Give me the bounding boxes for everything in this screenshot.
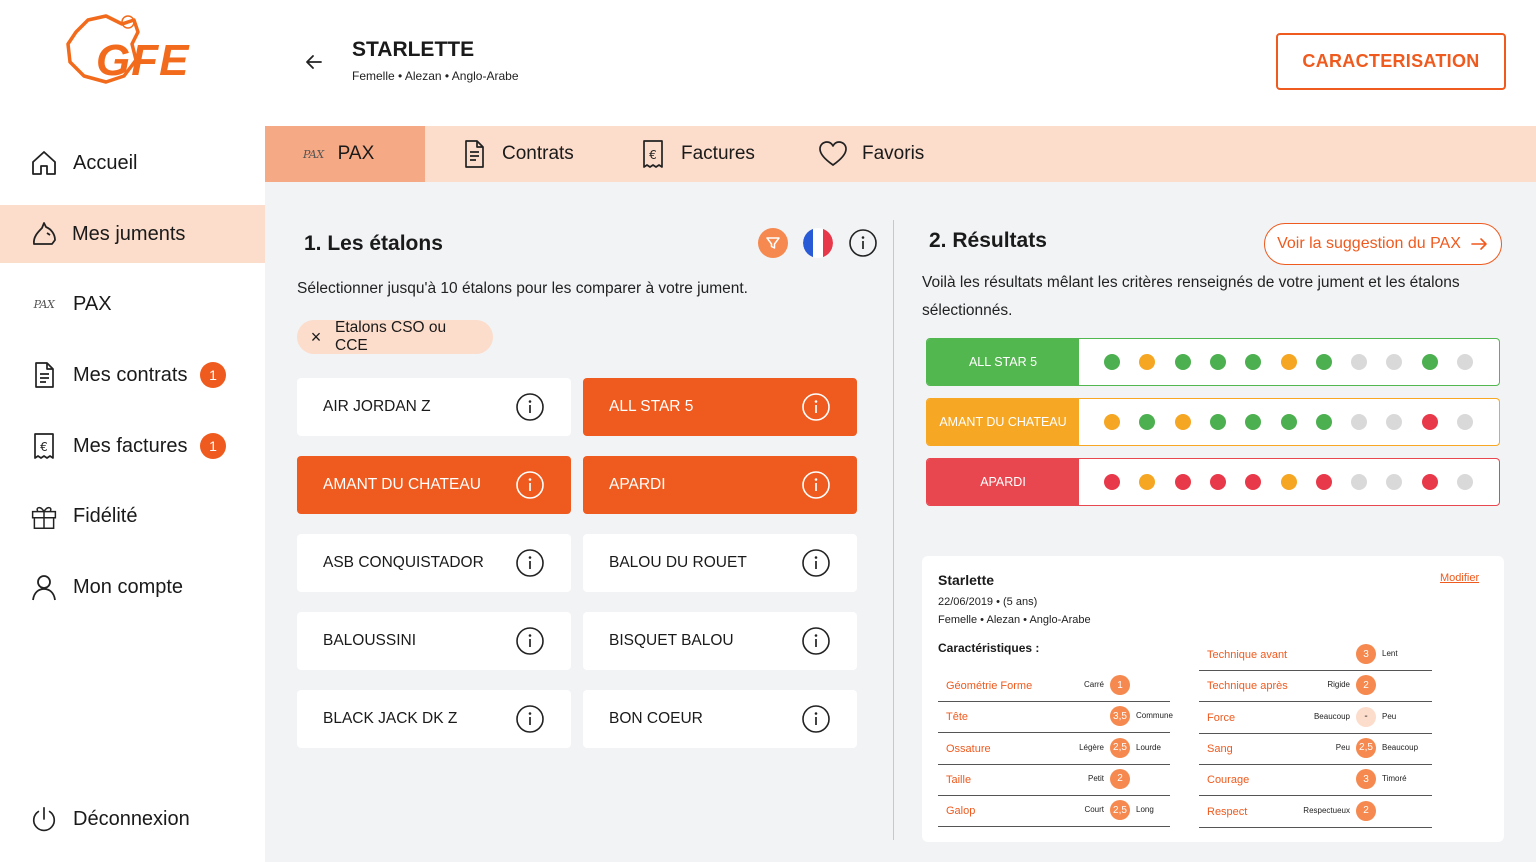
power-icon <box>30 805 58 833</box>
compatibility-dot <box>1245 414 1261 430</box>
stallion-card[interactable] <box>583 378 857 436</box>
sidebar-item-label: Accueil <box>73 151 138 174</box>
gfe-logo[interactable] <box>62 14 202 88</box>
stallion-card[interactable] <box>583 534 857 592</box>
trait-high-label: Lent <box>1382 649 1398 658</box>
info-icon[interactable] <box>801 470 831 500</box>
trait-row <box>938 765 1170 796</box>
compatibility-dot <box>1281 474 1297 490</box>
trait-row <box>1199 640 1432 671</box>
pax-suggestion-button[interactable] <box>1264 223 1502 265</box>
resultats-description-line: sélectionnés. <box>922 302 1013 319</box>
trait-high-label: Beaucoup <box>1382 742 1419 752</box>
trait-name: Respect <box>1207 805 1248 818</box>
arrow-right-icon <box>1471 237 1489 251</box>
stallion-name: ALL STAR 5 <box>609 398 694 415</box>
etalons-section-title: 1. Les étalons <box>304 232 443 255</box>
result-row[interactable] <box>926 338 1500 386</box>
trait-value-badge: 2 <box>1356 675 1376 695</box>
trait-low-label: Légère <box>1079 742 1104 752</box>
info-icon[interactable] <box>515 392 545 422</box>
remove-filter-icon[interactable]: × <box>310 327 322 347</box>
compatibility-dot <box>1281 414 1297 430</box>
stallion-name: BON COEUR <box>609 710 703 727</box>
mare-birth: 22/06/2019 • (5 ans) <box>938 596 1038 608</box>
compatibility-dot <box>1422 354 1438 370</box>
compatibility-dot <box>1457 474 1473 490</box>
trait-high-label: Commune <box>1136 711 1173 721</box>
pax-icon: PAX <box>303 147 324 161</box>
result-stallion-name: APARDI <box>927 459 1079 505</box>
compatibility-dot <box>1104 354 1120 370</box>
trait-row <box>938 796 1170 827</box>
trait-name: Tête <box>946 711 969 724</box>
horse-subtitle: Femelle • Alezan • Anglo-Arabe <box>352 69 519 83</box>
trait-high-label: Timoré <box>1382 774 1407 784</box>
compatibility-dot <box>1210 474 1226 490</box>
trait-value-badge: 3 <box>1356 644 1376 664</box>
trait-low-label: Rigide <box>1327 680 1350 690</box>
info-icon[interactable] <box>848 228 878 258</box>
result-stallion-name: AMANT DU CHATEAU <box>927 399 1079 445</box>
tab-label: Factures <box>681 143 755 164</box>
trait-value-badge: 2,5 <box>1356 738 1376 758</box>
stallion-name: BALOUSSINI <box>323 632 417 649</box>
compatibility-dot <box>1175 414 1191 430</box>
info-icon[interactable] <box>515 626 545 656</box>
modify-link[interactable]: Modifier <box>1440 572 1480 584</box>
sidebar <box>0 0 265 862</box>
mare-name: Starlette <box>938 572 995 588</box>
trait-name: Taille <box>946 773 972 786</box>
trait-name: Force <box>1207 711 1236 724</box>
column-divider <box>893 220 894 840</box>
trait-low-label: Respectueux <box>1303 805 1350 815</box>
stallion-name: AIR JORDAN Z <box>323 398 431 415</box>
sidebar-item-accueil[interactable] <box>0 134 265 192</box>
filter-icon <box>765 235 781 251</box>
compatibility-dot <box>1281 354 1297 370</box>
tab-contrats[interactable] <box>460 126 574 182</box>
info-icon[interactable] <box>801 392 831 422</box>
sidebar-item-fidelite[interactable] <box>0 487 265 545</box>
pax-suggestion-label: Voir la suggestion du PAX <box>1277 235 1461 252</box>
filter-button[interactable] <box>758 228 788 258</box>
compatibility-dot <box>1457 414 1473 430</box>
compatibility-dot <box>1386 474 1402 490</box>
trait-high-label: Long <box>1136 805 1154 815</box>
trait-row <box>938 671 1170 702</box>
sidebar-item-mon-compte[interactable] <box>0 558 265 616</box>
compatibility-dot <box>1139 354 1155 370</box>
trait-name: Galop <box>946 805 976 818</box>
compatibility-dot <box>1351 354 1367 370</box>
trait-high-label: Peu <box>1382 711 1397 721</box>
compatibility-dot <box>1386 354 1402 370</box>
trait-low-label: Petit <box>1087 773 1104 783</box>
user-icon <box>30 573 58 601</box>
compatibility-dot <box>1422 474 1438 490</box>
filter-chip-label: Etalons CSO ou CCE <box>335 319 447 354</box>
sidebar-item-label: PAX <box>73 292 112 315</box>
active-filter-chip[interactable] <box>297 320 493 354</box>
tab-favoris[interactable] <box>818 126 924 182</box>
compatibility-dot <box>1175 354 1191 370</box>
trait-value-badge: 2,5 <box>1110 800 1130 820</box>
info-icon[interactable] <box>515 704 545 734</box>
info-icon[interactable] <box>801 704 831 734</box>
sidebar-item-label: Mes juments <box>72 222 186 245</box>
trait-name: Sang <box>1207 742 1233 755</box>
stallion-name: BALOU DU ROUET <box>609 554 747 571</box>
info-icon[interactable] <box>515 470 545 500</box>
characteristics-heading: Caractéristiques : <box>938 641 1040 655</box>
horse-icon <box>30 220 58 248</box>
trait-low-label: Peu <box>1335 742 1350 752</box>
resultats-section-title: 2. Résultats <box>929 229 1047 252</box>
invoice-euro-icon <box>30 432 58 460</box>
trait-name: Technique après <box>1207 680 1288 693</box>
document-icon <box>30 361 58 389</box>
sidebar-item-label: Mon compte <box>73 575 184 598</box>
trait-name: Technique avant <box>1207 649 1288 661</box>
svg-text:€: € <box>649 148 657 162</box>
etalons-description: Sélectionner jusqu'à 10 étalons pour les comparer à votre jument. <box>297 280 748 297</box>
compatibility-dot <box>1139 474 1155 490</box>
stallion-name: AMANT DU CHATEAU <box>323 476 481 493</box>
resultats-description <box>922 269 1502 325</box>
compatibility-dot <box>1351 474 1367 490</box>
trait-name: Ossature <box>946 742 991 755</box>
sidebar-item-label: Mes contrats <box>73 363 188 386</box>
result-row[interactable] <box>926 458 1500 506</box>
compatibility-dot <box>1316 354 1332 370</box>
compatibility-dot <box>1210 354 1226 370</box>
trait-value-badge: 3 <box>1356 769 1376 789</box>
stallion-card[interactable] <box>583 612 857 670</box>
invoices-count-badge: 1 <box>200 433 226 459</box>
page-title: STARLETTE <box>352 38 475 61</box>
stallion-name: BLACK JACK DK Z <box>323 710 458 727</box>
svg-text:€: € <box>40 440 48 454</box>
compatibility-dot <box>1316 474 1332 490</box>
trait-row <box>938 702 1173 733</box>
trait-low-label: Beaucoup <box>1313 711 1350 721</box>
sidebar-item-mes-juments[interactable] <box>0 205 265 263</box>
trait-value-badge: 2 <box>1110 769 1130 789</box>
compatibility-dot <box>1457 354 1473 370</box>
info-icon[interactable] <box>801 626 831 656</box>
document-icon <box>460 139 488 169</box>
trait-value-badge: 1 <box>1110 675 1130 695</box>
result-stallion-name: ALL STAR 5 <box>927 339 1079 385</box>
stallion-name: BISQUET BALOU <box>609 632 734 649</box>
tab-factures[interactable] <box>639 126 755 182</box>
tab-label: Contrats <box>502 143 574 164</box>
resultats-description-line: Voilà les résultats mêlant les critères renseignés de votre jument et les étalons <box>922 274 1460 291</box>
compatibility-dot <box>1104 474 1120 490</box>
trait-row <box>1199 703 1432 734</box>
sidebar-item-mes-factures[interactable] <box>0 417 265 475</box>
tab-label: PAX <box>337 143 375 164</box>
compatibility-dot <box>1210 414 1226 430</box>
trait-high-label: Lourde <box>1136 742 1161 752</box>
tab-label: Favoris <box>862 143 925 164</box>
trait-row <box>938 734 1170 765</box>
mare-meta: Femelle • Alezan • Anglo-Arabe <box>938 614 1091 626</box>
caracterisation-button[interactable]: CARACTERISATION <box>1276 33 1506 90</box>
trait-value-badge: 2 <box>1356 801 1376 821</box>
compatibility-dot <box>1422 414 1438 430</box>
back-arrow-icon[interactable] <box>302 50 326 74</box>
sidebar-item-label: Fidélité <box>73 504 138 527</box>
sidebar-item-label: Mes factures <box>73 434 188 457</box>
home-icon <box>30 149 58 177</box>
stallion-card[interactable] <box>297 612 571 670</box>
trait-name: Courage <box>1207 774 1250 787</box>
invoice-euro-icon <box>639 139 667 169</box>
heart-icon <box>818 140 848 168</box>
compatibility-dot <box>1386 414 1402 430</box>
compatibility-dot <box>1316 414 1332 430</box>
sidebar-item-mes-contrats[interactable] <box>0 346 265 404</box>
compatibility-dot <box>1245 474 1261 490</box>
trait-low-label: Carré <box>1083 680 1104 689</box>
compatibility-dot <box>1139 414 1155 430</box>
trait-row <box>1199 734 1432 765</box>
stallion-card[interactable] <box>297 534 571 592</box>
trait-value-badge: - <box>1356 707 1376 727</box>
gift-icon <box>30 502 58 530</box>
stallion-name: ASB CONQUISTADOR <box>323 554 484 571</box>
compatibility-dot <box>1104 414 1120 430</box>
sidebar-item-pax[interactable] <box>0 275 265 333</box>
trait-row <box>1199 797 1432 828</box>
trait-value-badge: 3,5 <box>1110 706 1130 726</box>
stallion-card[interactable] <box>297 456 571 514</box>
info-icon[interactable] <box>515 548 545 578</box>
info-icon[interactable] <box>801 548 831 578</box>
logout-button[interactable] <box>0 790 265 848</box>
compatibility-dot <box>1175 474 1191 490</box>
stallion-card[interactable] <box>297 690 571 748</box>
logout-label: Déconnexion <box>73 807 190 830</box>
logo-text: GFE <box>96 36 190 85</box>
tab-pax[interactable] <box>265 126 425 182</box>
trait-row <box>1199 671 1432 702</box>
trait-low-label: Court <box>1084 805 1104 815</box>
pax-icon: PAX <box>33 297 55 311</box>
result-row[interactable] <box>926 398 1500 446</box>
contracts-count-badge: 1 <box>200 362 226 388</box>
stallion-card[interactable] <box>583 456 857 514</box>
french-flag-icon[interactable] <box>803 228 833 258</box>
stallion-name: APARDI <box>609 476 666 493</box>
tab-bar <box>265 126 1536 182</box>
trait-name: Géométrie Forme <box>946 680 1033 692</box>
compatibility-dot <box>1351 414 1367 430</box>
compatibility-dot <box>1245 354 1261 370</box>
trait-value-badge: 2,5 <box>1110 738 1130 758</box>
stallion-card[interactable] <box>297 378 571 436</box>
mare-summary-card <box>922 556 1504 842</box>
stallion-card[interactable] <box>583 690 857 748</box>
trait-row <box>1199 765 1432 796</box>
